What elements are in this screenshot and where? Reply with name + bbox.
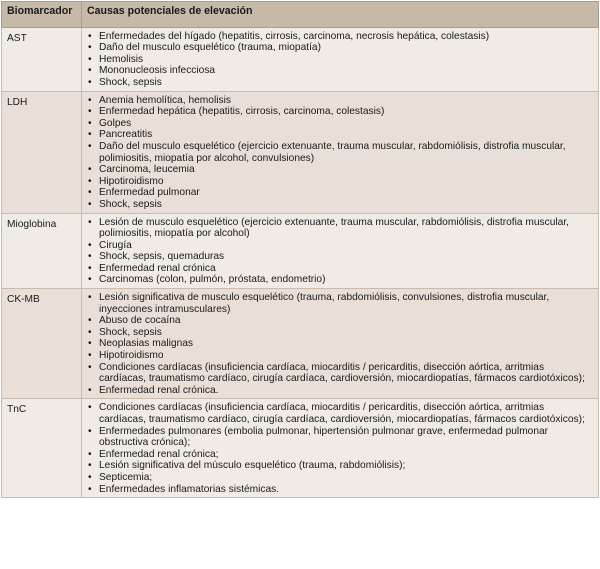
list-item: • Shock, sepsis: [87, 327, 593, 339]
causes-list: [87, 31, 593, 89]
list-item: • Enfermedades inflamatorias sistémicas.: [87, 484, 593, 496]
list-item: • Mononucleosis infecciosa: [87, 65, 593, 77]
list-item: • Anemia hemolítica, hemolisis: [87, 95, 593, 107]
biomarker-table: [1, 1, 599, 498]
causes-list: [87, 95, 593, 211]
list-item: • Pancreatitis: [87, 129, 593, 141]
list-item: • Cirugía: [87, 240, 593, 252]
list-item: • Enfermedad pulmonar: [87, 187, 593, 199]
list-item: • Enfermedad renal crónica: [87, 263, 593, 275]
list-item: • Daño del musculo esquelético (trauma, miopatía): [87, 42, 593, 54]
list-item: • Septicemia;: [87, 472, 593, 484]
list-item: • Carcinoma, leucemia: [87, 164, 593, 176]
list-item: • Enfermedades pulmonares (embolia pulmonar, hipertensión pulmonar grave, enfermedad pulmonar obstructiva crónica);: [87, 426, 593, 449]
list-item: • Carcinomas (colon, pulmón, próstata, endometrio): [87, 274, 593, 286]
list-item: • Enfermedades del hígado (hepatitis, cirrosis, carcinoma, necrosis hepática, colestasis): [87, 31, 593, 43]
list-item: • Neoplasias malignas: [87, 338, 593, 350]
list-item: • Shock, sepsis: [87, 199, 593, 211]
causes-list: [87, 402, 593, 495]
list-item: • Daño del musculo esquelético (ejercicio extenuante, trauma muscular, rabdomiólisis, distrofia muscular, polimiositis, miopatía por alcohol, convulsiones): [87, 141, 593, 164]
list-item: • Hipotiroidismo: [87, 176, 593, 188]
list-item: • Shock, sepsis, quemaduras: [87, 251, 593, 263]
causes-cell: [82, 91, 599, 213]
causes-list: [87, 292, 593, 396]
table-header-row: [2, 2, 599, 28]
biomarker-cell: AST: [2, 27, 82, 91]
causes-cell: [82, 213, 599, 289]
header-biomarker: Biomarcador: [2, 2, 82, 28]
list-item: • Hipotiroidismo: [87, 350, 593, 362]
causes-cell: [82, 289, 599, 399]
causes-list: [87, 217, 593, 287]
table-row: [2, 399, 599, 498]
list-item: • Lesión significativa del músculo esquelético (trauma, rabdomiólisis);: [87, 460, 593, 472]
causes-cell: [82, 27, 599, 91]
causes-cell: [82, 399, 599, 498]
biomarker-cell: TnC: [2, 399, 82, 498]
list-item: • Condiciones cardíacas (insuficiencia cardíaca, miocarditis / pericarditis, disección aórtica, arritmias cardíacas, traumatismo cardíaco, cirugía cardíaca, cardioversión, miocardiopatías, fármacos cardiotóxicos);: [87, 362, 593, 385]
list-item: • Condiciones cardíacas (insuficiencia cardíaca, miocarditis / pericarditis, disección aórtica, arritmias cardíacas, traumatismo cardíaco, cirugía cardíaca, cardioversión, miocardiopatías, fármacos cardiotóxicos);: [87, 402, 593, 425]
list-item: • Abuso de cocaína: [87, 315, 593, 327]
list-item: • Lesión de musculo esquelético (ejercicio extenuante, trauma muscular, rabdomiólisis, distrofia muscular, polimiositis, miopatía por alcohol): [87, 217, 593, 240]
list-item: • Golpes: [87, 118, 593, 130]
list-item: • Shock, sepsis: [87, 77, 593, 89]
list-item: • Enfermedad renal crónica;: [87, 449, 593, 461]
biomarker-cell: CK-MB: [2, 289, 82, 399]
list-item: • Hemolisis: [87, 54, 593, 66]
list-item: • Lesión significativa de musculo esquelético (trauma, rabdomiólisis, convulsiones, distrofia muscular, inyecciones intramusculares): [87, 292, 593, 315]
table-row: [2, 91, 599, 213]
table-row: [2, 27, 599, 91]
biomarker-cell: Mioglobina: [2, 213, 82, 289]
biomarker-cell: LDH: [2, 91, 82, 213]
list-item: • Enfermedad renal crónica.: [87, 385, 593, 397]
table-row: [2, 289, 599, 399]
list-item: • Enfermedad hepática (hepatitis, cirrosis, carcinoma, colestasis): [87, 106, 593, 118]
header-causes: Causas potenciales de elevación: [82, 2, 599, 28]
table-row: [2, 213, 599, 289]
